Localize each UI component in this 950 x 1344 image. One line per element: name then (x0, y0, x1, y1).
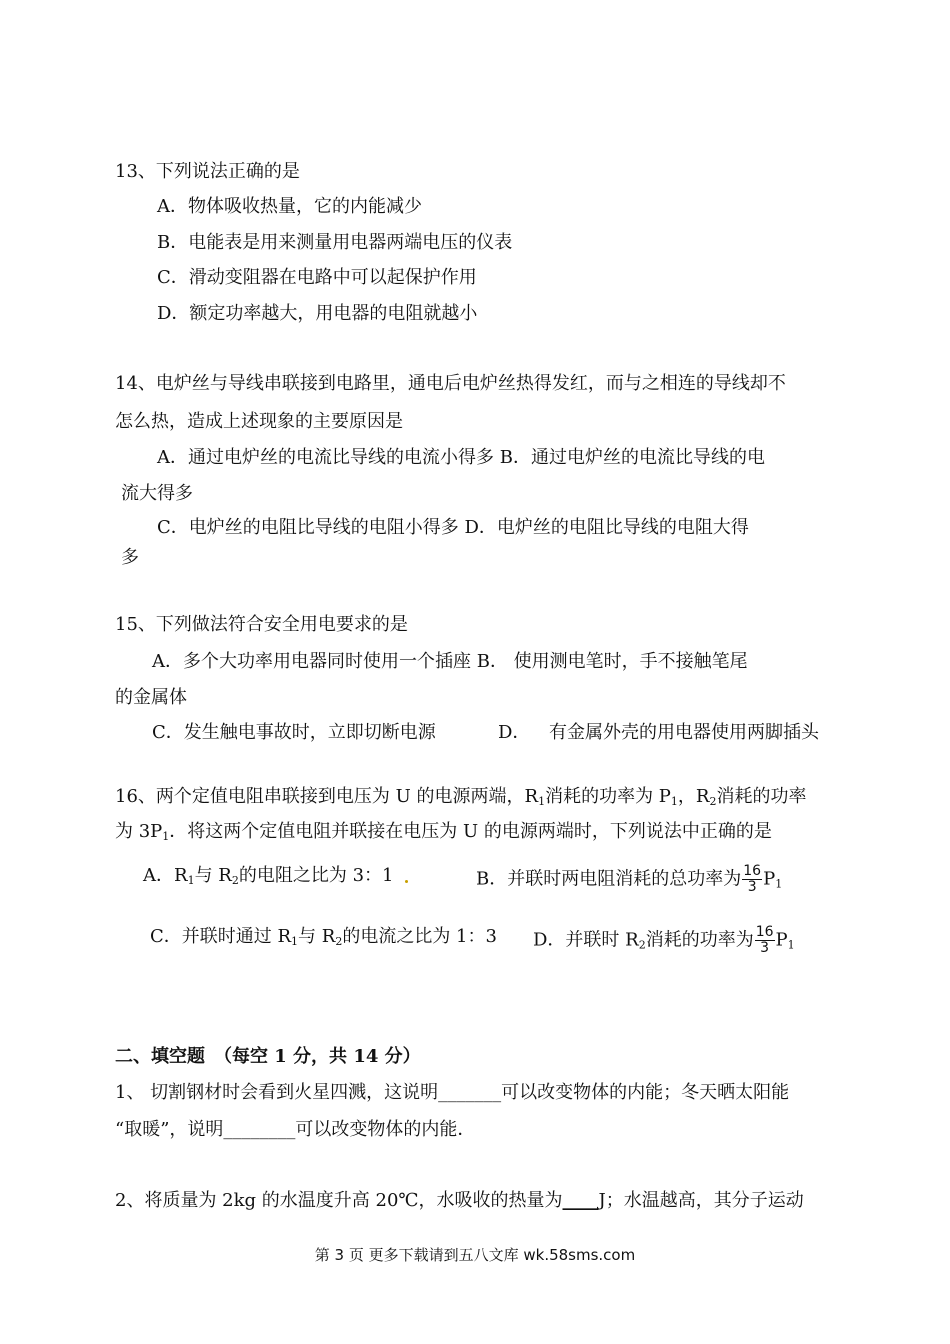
q16-option-a: A．$R_1$与 $R_2$的电阻之比为 3：1 (143, 864, 416, 893)
fraction-16-over-3: $\frac{16}{3}$ (755, 924, 774, 956)
q14-options-cd-line1: C．电炉丝的电阻比导线的电阻小得多 D．电炉丝的电阻比导线的电阻大得 (157, 517, 749, 538)
q15-option-c: C．发生触电事故时，立即切断电源 (152, 722, 436, 743)
q16-option-c: C．并联时通过 $R_1$与 $R_2$的电流之比为 1：3 (150, 926, 497, 948)
q16-option-d: D．并联时 $R_2$消耗的功率为 $\frac{16}{3}$ $P_1$ (533, 924, 795, 956)
section-title: 二、填空题 （每空 1 分，共 14 分） (115, 1046, 421, 1067)
q15-options-ab-line1: A．多个大功率用电器同时使用一个插座 B． 使用测电笔时，手不接触笔尾 (152, 651, 748, 672)
q16-stem-line1: 16、两个定值电阻串联接到电压为 U 的电源两端，$R_1$消耗的功率为 $P_1$，$R_2$消耗的功率 (115, 786, 807, 808)
q16-stem-line2: 为 $3P_1$．将这两个定值电阻并联接在电压为 U 的电源两端时，下列说法中正确的是 (115, 821, 772, 843)
q15-options-ab-line2: 的金属体 (115, 687, 187, 708)
page-footer: 第 3 页 更多下载请到五八文库 wk.58sms.com (314, 1246, 636, 1264)
q14-options-ab-line2: 流大得多 (121, 483, 193, 504)
q16-option-b: B．并联时两电阻消耗的总功率为 $\frac{16}{3}$ $P_1$ (476, 863, 783, 895)
q15-option-d-label: D． (498, 722, 531, 743)
q14-options-ab-line1: A．通过电炉丝的电流比导线的电流小得多 B．通过电炉丝的电流比导线的电 (157, 447, 765, 468)
q14-stem-line1: 14、电炉丝与导线串联接到电路里，通电后电炉丝热得发红，而与之相连的导线却不 (115, 373, 786, 394)
fill-q1-line2: “取暖”，说明________可以改变物体的内能． (115, 1119, 476, 1140)
fill-q1-line1: 1、 切割钢材时会看到火星四溅，这说明_______可以改变物体的内能；冬天晒太阳能 (115, 1082, 790, 1103)
q13-stem: 13、下列说法正确的是 (115, 161, 300, 182)
stray-dot-mark (405, 880, 408, 883)
q13-option-d: D．额定功率越大，用电器的电阻就越小 (157, 303, 478, 324)
q13-option-b: B．电能表是用来测量用电器两端电压的仪表 (157, 232, 513, 253)
fill-q2-line1: 2、将质量为 2kg 的水温度升高 20℃，水吸收的热量为____J；水温越高，其分子运动 (115, 1190, 804, 1211)
q15-stem: 15、下列做法符合安全用电要求的是 (115, 614, 408, 635)
q13-option-c: C．滑动变阻器在电路中可以起保护作用 (157, 267, 477, 288)
fraction-16-over-3: $\frac{16}{3}$ (743, 863, 762, 895)
q13-option-a: A．物体吸收热量，它的内能减少 (157, 196, 422, 217)
q14-options-cd-line2: 多 (121, 547, 139, 568)
q15-option-d-text: 有金属外壳的用电器使用两脚插头 (549, 722, 819, 743)
q14-stem-line2: 怎么热，造成上述现象的主要原因是 (115, 411, 403, 432)
